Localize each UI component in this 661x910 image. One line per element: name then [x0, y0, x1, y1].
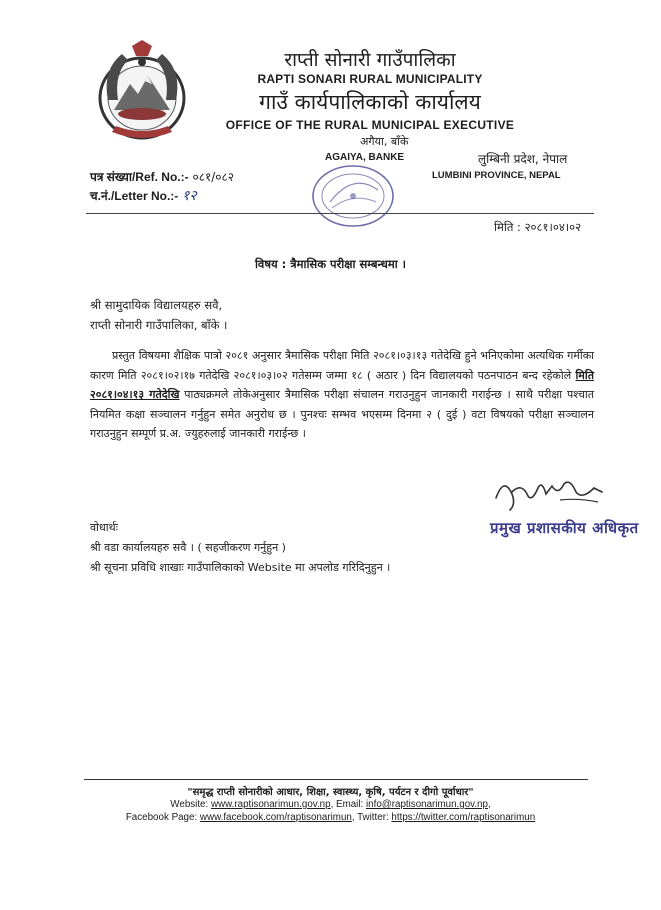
cc-item: श्री सूचना प्रविधि शाखाः गाउँपालिकाको Website मा अपलोड गरिदिनुहुन । — [90, 561, 391, 574]
website-link[interactable]: www.raptisonarimun.gov.np — [210, 799, 331, 810]
government-emblem-icon — [92, 40, 192, 144]
signature-icon — [490, 470, 608, 514]
letter-label: च.नं./Letter No.:- — [90, 189, 179, 203]
footer-contact-line — [0, 799, 661, 810]
reference-number — [90, 168, 234, 185]
reference-value: ०८१/०८२ — [192, 170, 234, 184]
twitter-label: , Twitter: — [351, 812, 389, 823]
province-nepali: लुम्बिनी प्रदेश, नेपाल — [478, 152, 568, 166]
facebook-label: Facebook Page: — [125, 812, 198, 823]
recipient-line-2: राप्ती सोनारी गाउँपालिका, बाँके । — [90, 318, 228, 332]
body-highlighted-date: मिति २०८१।०४।१३ गतेदेखि — [90, 368, 594, 402]
email-end: , — [487, 799, 491, 810]
letter-body — [90, 346, 594, 444]
email-link[interactable]: info@raptisonarimun.gov.np — [366, 799, 488, 810]
header-divider — [86, 213, 594, 214]
footer-social-line — [0, 812, 661, 823]
municipality-name-english: RAPTI SONARI RURAL MUNICIPALITY — [257, 72, 483, 86]
office-name-english: OFFICE OF THE RURAL MUNICIPAL EXECUTIVE — [225, 118, 515, 132]
footer-slogan: "समृद्ध राप्ती सोनारीको आधार, शिक्षा, स्वास्थ्य, कृषि, पर्यटन र दीगो पूर्वाधार" — [187, 787, 474, 798]
body-text-part-2: पाठ्यक्रमले तोकेअनुसार त्रैमासिक परीक्षा संचालन गराउनुहुन जानकारी गराईन्छ । साथै परीक्षा पश्चात नियमित कक्षा सञ्चालन गर्नुहुन समेत अनुरोध छ । पुनश्चः सम्भव भएसम्म दिनमा २ ( दुई ) वटा विषयको परीक्षा सञ्चालन गराउनुहुन सम्पूर्ण प्र.अ. ज्युहरुलाई जानकारी गराईन्छ । — [90, 388, 594, 441]
twitter-link[interactable]: https://twitter.com/raptisonarimun — [391, 812, 536, 823]
reference-label: पत्र संख्या/Ref. No.:- — [90, 170, 189, 184]
cc-item: श्री वडा कार्यालयहरु सवै । ( सहजीकरण गर्नुहुन ) — [90, 541, 286, 554]
recipient-line-1: श्री सामुदायिक विद्यालयहरु सवै, — [90, 298, 223, 312]
footer-divider — [84, 779, 588, 780]
office-stamp-icon — [308, 162, 398, 230]
letter-number — [90, 186, 197, 205]
body-text-part-1: प्रस्तुत विषयमा शैक्षिक पात्रो २०८१ अनुसार त्रैमासिक परीक्षा मिति २०८१।०३।१३ गतेदेखि हुने भनिएकोमा अत्यधिक गर्मीका कारण मिति २०८१।०२।१७ गतेदेखि २०८१।०३।०२ गतेसम्म जम्मा १८ ( अठार ) दिन विद्यालयको पठनपाठन बन्द रहेकोले — [90, 349, 595, 382]
province-english: LUMBINI PROVINCE, NEPAL — [432, 170, 561, 181]
letter-date: मिति : २०८१।०४।०२ — [494, 220, 582, 234]
municipality-name-nepali: राप्ती सोनारी गाउँपालिका — [284, 49, 456, 71]
letter-value: १२ — [182, 188, 197, 204]
email-label: , Email: — [330, 799, 364, 810]
signatory-designation: प्रमुख प्रशासकीय अधिकृत — [490, 519, 639, 537]
cc-title: वोधार्थः — [90, 521, 118, 534]
address-english: AGAIYA, BANKE — [325, 152, 405, 163]
website-label: Website: — [170, 799, 209, 810]
facebook-link[interactable]: www.facebook.com/raptisonarimun — [199, 812, 352, 823]
address-nepali: अगैया, बाँके — [360, 135, 409, 148]
letter-subject: विषय : त्रैमासिक परीक्षा सम्बन्धमा । — [254, 257, 407, 271]
office-name-nepali: गाउँ कार्यपालिकाको कार्यालय — [259, 90, 481, 114]
